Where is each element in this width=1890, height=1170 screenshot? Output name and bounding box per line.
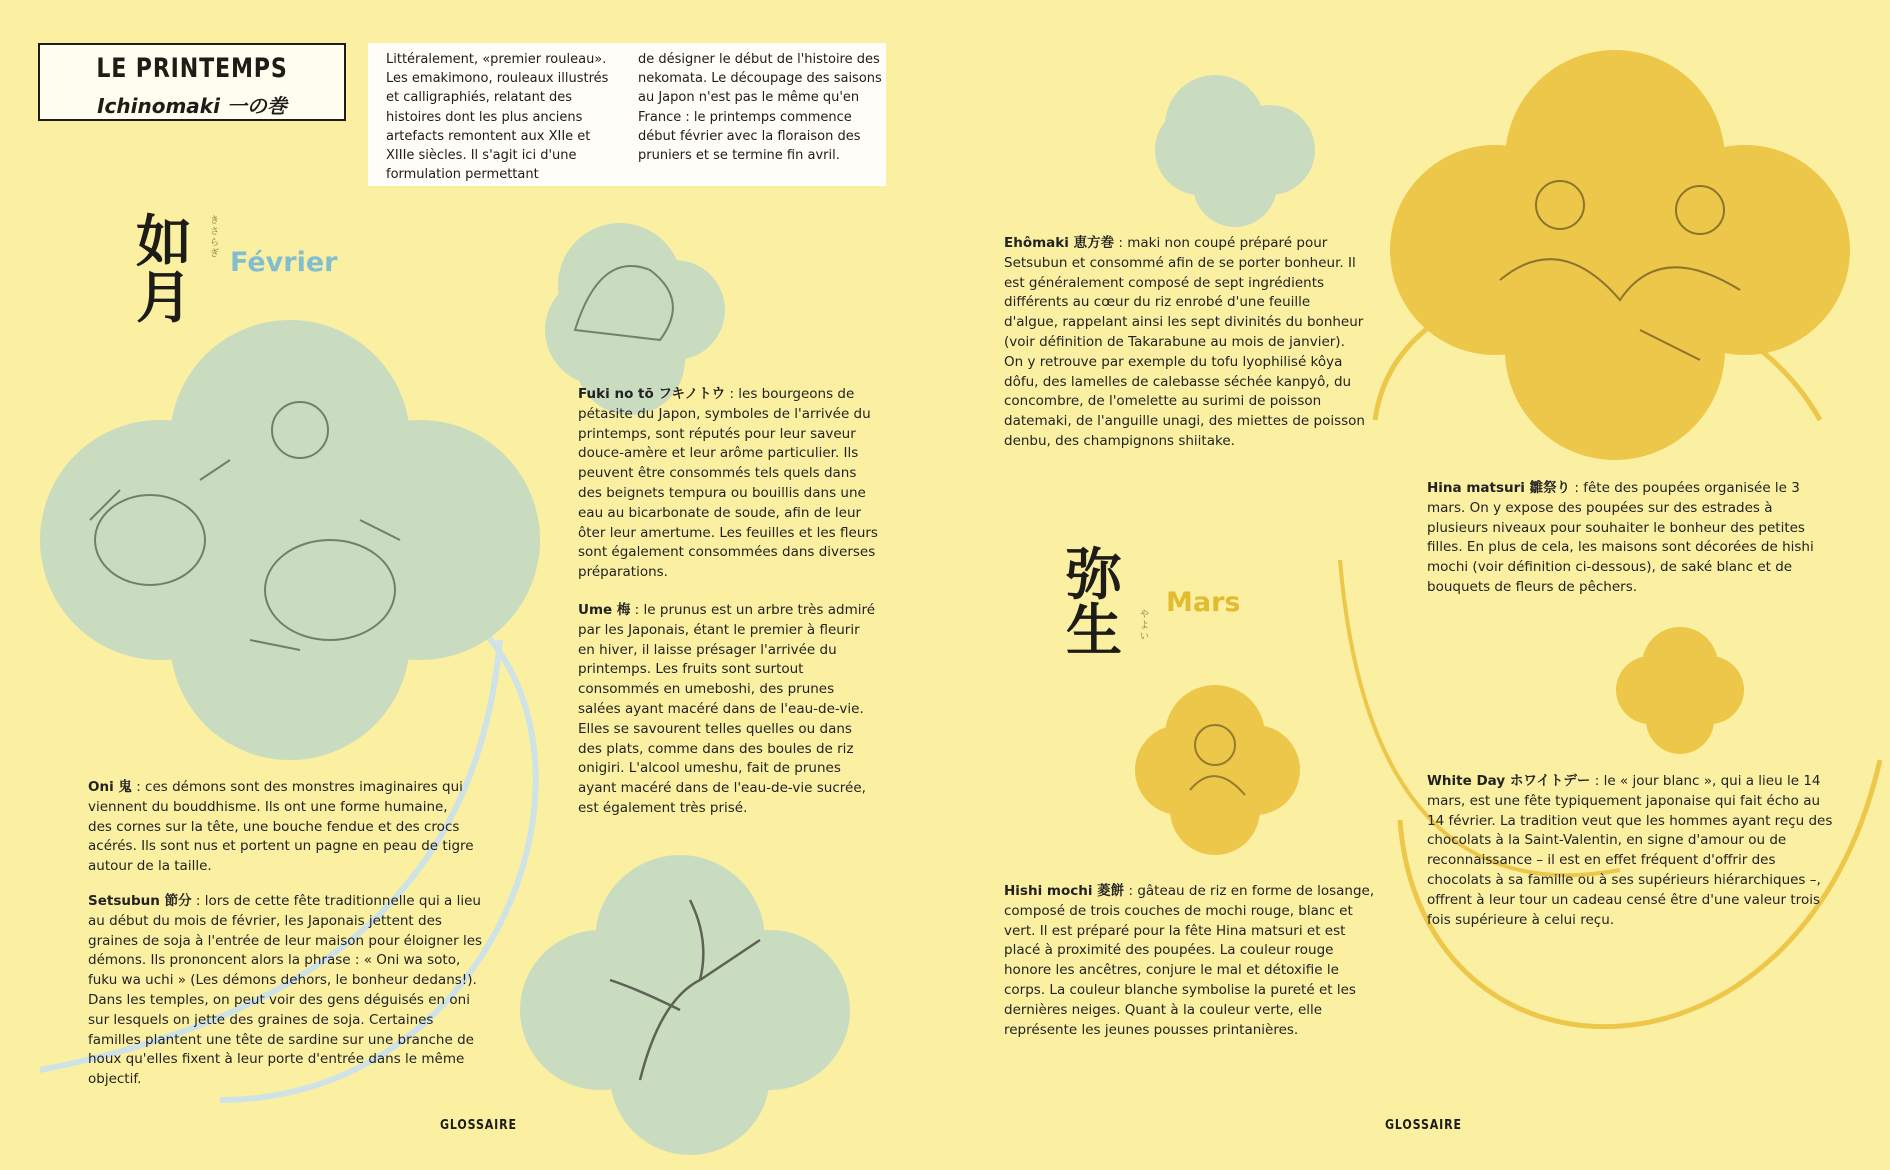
- entry-ehomaki-term: Ehômaki 恵方巻: [1004, 235, 1115, 251]
- entry-oni-term: Oni 鬼: [88, 779, 132, 795]
- intro-text-col2: de désigner le début de l'histoire des nekomata. Le découpage des saisons au Japon n'est pas le même qu'en France : le printemps commence début février avec la floraison des pruniers et se termine fin avril.: [638, 52, 882, 164]
- month-name-feb: Février: [230, 247, 338, 278]
- month-furigana-feb: きさらぎ: [210, 216, 220, 259]
- month-kanji-feb-2: 月: [136, 265, 192, 331]
- entry-fuki: [578, 385, 878, 583]
- entry-whiteday-term: White Day ホワイトデー: [1427, 773, 1591, 789]
- entry-ehomaki: [1004, 234, 1366, 452]
- entry-hishimochi-term: Hishi mochi 菱餅: [1004, 883, 1125, 899]
- ume-illustration: [520, 855, 850, 1155]
- entry-hinamatsuri-text: : fête des poupées organisée le 3 mars. On y expose des poupées sur des estrades à plusieurs niveaux pour souhaiter le bonheur des petites filles. En plus de cela, les maisons sont décorées de hishi mochi (voir définition ci-dessous), de saké blanc et de bouquets de fleurs de pêchers.: [1427, 480, 1814, 595]
- entry-ume: [578, 601, 880, 819]
- entry-fuki-term: Fuki no tō フキノトウ: [578, 386, 726, 402]
- intro-box: [368, 43, 886, 186]
- entry-setsubun-term: Setsubun 節分: [88, 893, 192, 909]
- month-kanji-feb-1: 如: [136, 209, 192, 275]
- entry-setsubun-text: : lors de cette fête traditionnelle qui a lieu au début du mois de février, les Japonais jettent des graines de soja à l'entrée de leur maison pour éloigner les démons. Ils prononcent alors la phrase : « Oni wa soto, fuku wa uchi » (Les démons dehors, le bonheur dedans!). Dans les temples, on peut voir des gens déguisés en oni sur lesquels on jette des graines de soja. Certaines familles plantent une tête de sardine sur une branche de houx qu'elles fixent à leur porte d'entrée dans le même objectif.: [88, 893, 483, 1088]
- page-subtitle: Ichinomaki 一の巻: [97, 94, 287, 118]
- entry-fuki-text: : les bourgeons de pétasite du Japon, symboles de l'arrivée du printemps, sont réputés pour leur saveur douce-amère et leur arôme particulier. Ils peuvent être consommés tels quels dans des beignets tempura ou bouillis dans une eau au bicarbonate de soude, afin de leur ôter leur amertume. Les feuilles et les fleurs sont également consommées dans diverses préparations.: [578, 386, 878, 581]
- hina-illustration: [1390, 50, 1850, 460]
- page-title: LE PRINTEMPS: [96, 53, 288, 84]
- ehomaki-illustration: [1155, 75, 1315, 227]
- intro-text-col1: Littéralement, «premier rouleau». Les emakimono, rouleaux illustrés et calligraphiés, relatant des histoires dont les plus anciens artefacts remontent aux XIIe et XIIIe siècles. Il s'agit ici d'une formulation permettant: [386, 52, 609, 183]
- entry-hinamatsuri: [1427, 479, 1835, 598]
- entry-hinamatsuri-term: Hina matsuri 雛祭り: [1427, 480, 1571, 496]
- entry-setsubun: [88, 892, 486, 1090]
- month-kanji-mar-2: 生: [1066, 598, 1122, 664]
- entry-whiteday: [1427, 772, 1837, 930]
- entry-hishimochi: [1004, 882, 1382, 1040]
- month-kanji-mar-1: 弥: [1066, 542, 1122, 608]
- entry-oni: [88, 778, 474, 877]
- footer-left: GLOSSAIRE: [440, 1118, 517, 1133]
- footer-right: GLOSSAIRE: [1385, 1118, 1462, 1133]
- entry-ehomaki-text: : maki non coupé préparé pour Setsubun et consommé afin de se porter bonheur. Il est généralement composé de sept ingrédients différents au cœur du riz enrobé d'une feuille d'algue, rappelant ainsi les sept divinités du bonheur (voir définition de Takarabune au mois de janvier). On y retrouve par exemple du tofu lyophilisé kôya dôfu, des lamelles de calebasse séchée kanpyô, du concombre, de l'omelette au surimi de poisson datemaki, de l'anguille unagi, des miettes de poisson denbu, des champignons shiitake.: [1004, 235, 1365, 449]
- entry-ume-term: Ume 梅: [578, 602, 631, 618]
- entry-whiteday-text: : le « jour blanc », qui a lieu le 14 mars, est une fête typiquement japonaise qui fait écho au 14 février. La tradition veut que les hommes ayant reçu des chocolats à la Saint-Valentin, en signe d'amour ou de reconnaissance – il est en effet fréquent d'offrir des chocolats à sa famille ou à ses supérieurs hiérarchiques –, offrent à leur tour un cadeau censé être d'une valeur trois fois supérieure à celui reçu.: [1427, 773, 1833, 928]
- entry-oni-text: : ces démons sont des monstres imaginaires qui viennent du bouddhisme. Ils ont une forme humaine, des cornes sur la tête, une bouche fendue et des crocs acérés. Ils sont nus et portent un pagne en peau de tigre autour de la taille.: [88, 779, 474, 875]
- month-furigana-mar: やよい: [1140, 610, 1150, 642]
- whiteday-illustration: [1616, 627, 1744, 754]
- entry-hishimochi-text: : gâteau de riz en forme de losange, composé de trois couches de mochi rouge, blanc et vert. Il est préparé pour la fête Hina matsuri et est placé à proximité des poupées. La couleur rouge honore les ancêtres, conjure le mal et détoxifie le corps. La couleur blanche symbolise la pureté et les dernières neiges. Quant à la couleur verte, elle représente les jeunes pousses printanières.: [1004, 883, 1375, 1038]
- entry-ume-text: : le prunus est un arbre très admiré par les Japonais, étant le premier à fleurir en hiver, il laisse présager l'arrivée du printemps. Les fruits sont surtout consommés en umeboshi, des prunes salées ayant macéré dans de l'eau-de-vie. Elles se savourent telles quelles ou dans des plats, comme dans des boules de riz onigiri. L'alcool umeshu, fait de prunes ayant macéré dans de l'eau-de-vie sucrée, est également très prisé.: [578, 602, 876, 816]
- page-title-box: [38, 43, 346, 121]
- mars-illustration: [1135, 685, 1300, 855]
- oni-illustration: [40, 320, 540, 760]
- month-name-mar: Mars: [1166, 587, 1241, 618]
